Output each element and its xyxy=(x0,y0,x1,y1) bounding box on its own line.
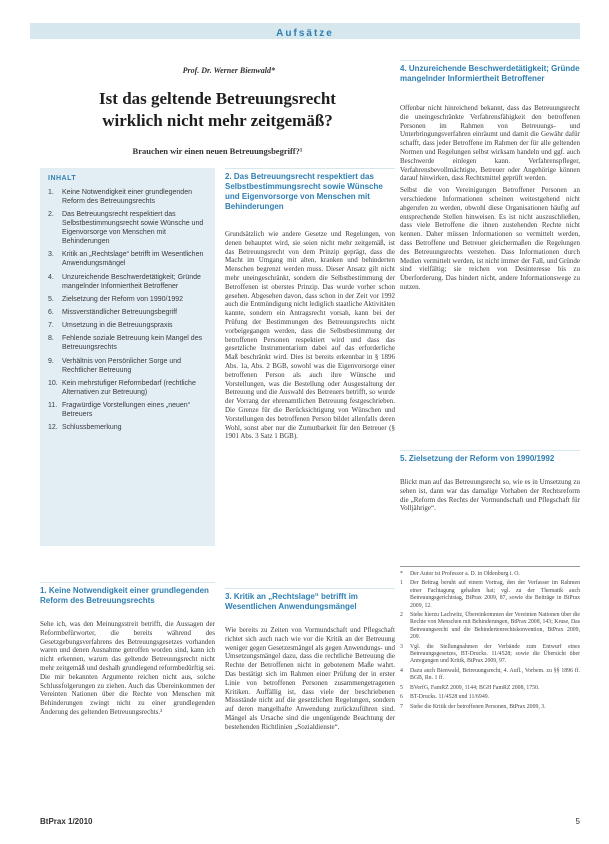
toc-item xyxy=(48,273,207,291)
toc-item-number: 12. xyxy=(48,424,58,432)
toc-item-number: 5. xyxy=(48,295,54,303)
toc-item-number: 2. xyxy=(48,211,54,219)
toc-item-number: 4. xyxy=(48,273,54,281)
section-label: Aufsätze xyxy=(276,28,334,39)
author-line: Prof. Dr. Werner Bienwald* xyxy=(182,66,275,75)
toc-item-text: Das Betreuungsrecht respektiert das Selbstbestimmungsrecht sowie Wünsche und Eigenvorsorge von Menschen mit Behinderungen xyxy=(62,211,204,246)
toc-item xyxy=(48,334,207,352)
section-band xyxy=(30,23,580,39)
toc-item xyxy=(48,188,207,206)
footnote xyxy=(400,612,580,642)
toc-box xyxy=(40,168,215,546)
toc-item-text: Zielsetzung der Reform von 1990/1992 xyxy=(62,295,184,303)
toc-item xyxy=(48,210,207,246)
footnote-mark: 7 xyxy=(400,703,403,710)
toc-item xyxy=(48,321,207,330)
toc-item-text: Fragwürdige Vorstellungen eines „neuen“ Betreuers xyxy=(62,401,191,418)
section-4-paragraph-1: Offenbar nicht hinreichend bekannt, dass das Betreuungsrecht die uneingeschränkte Verfahrensfähigkeit den betroffenen Personen im Rahmen von Betreuungs- und Unterbringungsverfahren einräumt und damit die Gewähr dafür schafft, dass jeder Betroffene im Rahmen der für alle geltenden Normen und Regelungen selbst wirksam handeln und ggf. auch Beschwerde einlegen kann. Verfahrenspfleger, Verfahrensbevollmächtigte, Betreuer oder Angehörige können darauf hinwirken, dass Rechtsmittel geprüft werden. xyxy=(400,104,580,183)
toc-item-number: 8. xyxy=(48,335,54,343)
section-1-heading: 1. Keine Notwendigkeit einer grundlegenden Reform des Betreuungsrechts xyxy=(40,582,215,606)
toc-item-text: Keine Notwendigkeit einer grundlegenden Reform des Betreuungsrechts xyxy=(62,189,192,205)
footnote-text: BVerfG, FamRZ 2009, 1144; BGH FamRZ 2008, 1750. xyxy=(410,684,540,691)
article-subtitle: Brauchen wir einen neuen Betreuungsbegriff?¹ xyxy=(132,146,303,156)
section-2-heading: 2. Das Betreuungsrecht respektiert das Selbstbestimmungsrecht sowie Wünsche und Eigenvorsorge von Menschen mit Behinderungen xyxy=(225,168,395,212)
footnote-mark: * xyxy=(400,571,403,577)
section-5-paragraph: Blickt man auf das Betreuungsrecht so, wie es in Umsetzung zu sehen ist, dann war das damalige Vorhaben der Rechtsreform die „Reform des Rechts der Vormundschaft und Pflegschaft für Volljährige“. xyxy=(400,478,580,513)
footnote xyxy=(400,694,580,701)
footnote-text: Der Beitrag beruht auf einem Vortrag, den der Verfasser im Rahmen einer Fachtagung gehalten hat; vgl. zu der Thematik auch Betreuungsgerichtstag, BtPrax 2009, 87, sowie die Beiträge in BtPrax 2009, 12. xyxy=(410,580,580,609)
toc-item xyxy=(48,401,207,419)
toc-item xyxy=(48,423,207,432)
footnote-mark: 4 xyxy=(400,667,403,674)
footnote xyxy=(400,685,580,692)
footnote-mark: 5 xyxy=(400,684,403,691)
toc-item-number: 10. xyxy=(48,379,58,387)
section-4-heading: 4. Unzureichende Beschwerdetätigkeit; Gründe mangelnder Informiertheit Betroffener xyxy=(400,60,580,84)
toc-item-number: 1. xyxy=(48,189,54,196)
toc-item-number: 7. xyxy=(48,322,54,330)
toc-item xyxy=(48,379,207,397)
section-1-paragraph: Sehe ich, was den Meinungsstreit betrifft, die Aussagen der Reformbefürworter, die bereits während des Gesetzgebungsverfahrens des Betreuungsgesetzes vorhanden waren und denen Ausnahme getroffen worden sind, kann ich nicht erkennen, warum das geltende Betreuungsrecht nicht mehr zeitgemäß und deshalb grundlegend reformbedürftig sei. Die mir bekannten Argumente reichen nicht aus, solche Schlussfolgerungen zu ziehen. Auch das Übereinkommen der Vereinten Nationen über die Rechte von Menschen mit Behinderungen zwingt nicht zu einer grundlegenden Änderung des geltenden Betreuungsrechts.² xyxy=(40,620,215,716)
footnote-mark: 1 xyxy=(400,580,403,587)
section-3-paragraph: Wie bereits zu Zeiten von Vormundschaft und Pflegschaft richtet sich auch nach wie vor die Kritik an der Betreuung weniger gegen Gesetzesmängel als gegen Anwendungs- und Umsetzungsmängel dazu, dass die rechtliche Betreuung die Rechte der Betroffenen nicht in gebotenem Maße wahrt. Das bestätigt sich im Rahmen einer Prüfung der in erster Linie von betroffenen Personen zusammengetragenen Kritiken. Auffällig ist, dass viele der beschriebenen Missstände nicht auf die gesetzlichen Regelungen, sondern auf deren mangelhafte Anwendung zurückzuführen sind. Mängel als Ursache sind die ungenügende Beachtung der bestehenden Richtlinien „Sozialdienste“. xyxy=(225,626,395,731)
title-line-2: wirklich nicht mehr zeitgemäß? xyxy=(102,111,333,130)
toc-item-text: Schlussbemerkung xyxy=(62,424,122,432)
toc-item-text: Kritik an „Rechtslage“ betrifft im Wesentlichen Anwendungsmängel xyxy=(62,251,204,268)
toc-item-number: 6. xyxy=(48,308,54,316)
footnote-text: Dazu auch Bienwald, Betreuungsrecht, 4. Aufl., Vorbem. zu §§ 1896 ff. BGB, Rn. 1 ff. xyxy=(410,667,580,682)
toc-item-text: Missverständlicher Betreuungsbegriff xyxy=(62,308,178,316)
section-1-body xyxy=(40,620,215,796)
toc-item-number: 3. xyxy=(48,251,54,259)
toc-item-text: Kein mehrstufiger Reformbedarf (rechtliche Alternativen zur Betreuung) xyxy=(62,379,196,396)
section-2-paragraph: Grundsätzlich wie andere Gesetze und Regelungen, von denen behauptet wird, sie seien nicht mehr zeitgemäß, ist das Betreuungsrecht von dem Prinzip geprägt, dass die Macht im Umgang mit alten, kranken und behinderten Menschen begrenzt werden muss. Dieser Ansatz gilt nicht mehr uneingeschränkt, sondern die Selbstbestimmung der Betroffenen ist oberstes Prinzip. Das wurde vorher schon gesehen. Abgesehen davon, dass schon in der Zeit vor 1992 auch die Entmündigung nicht lediglich staatliche Aktivitäten kannte, sondern ein Antragsrecht vorsah, kann bei der Prüfung der Bestimmungen des Betreuungsrechts nicht vorbeigegangen werden, dass die Selbstbestimmung der betroffenen Personen respektiert wird und dass das gesetzliche Instrumentarium dabei auf das erforderliche Maß beschränkt wird. Dies ist bereits erkennbar in § 1896 Abs. 1a, Abs. 2 BGB, sowohl was die Eigenvorsorge einer betroffenen Person als auch ihre Wünsche und Vorstellungen, was die Bestellung oder Ausgestaltung der Betreuung und die Auswahl des Betreuers betrifft, so wurde der Vorrang der ehrenamtlichen Betreuung festgeschrieben. Die Grenze für die Berücksichtigung von Wünschen und Vorstellungen des betroffenen Person bildet allenfalls deren Wohl, sonst aber nur die Zumutbarkeit für den Betreuer (§ 1901 Abs. 3 Satz 1 BGB). xyxy=(225,230,395,441)
footnote-text: Siehe die Kritik der betroffenen Personen, BtPrax 2009, 3. xyxy=(410,703,546,710)
section-3-heading: 3. Kritik an „Rechtslage“ betrifft im Wesentlichen Anwendungsmängel xyxy=(225,588,395,612)
section-5-heading: 5. Zielsetzung der Reform von 1990/1992 xyxy=(400,450,580,464)
toc-item-number: 11. xyxy=(48,401,58,409)
footnote-mark: 2 xyxy=(400,612,403,619)
section-5-body xyxy=(400,478,580,548)
footnote xyxy=(400,580,580,610)
toc-item-text: Fehlende soziale Betreuung kein Mangel des Betreuungsrechts xyxy=(62,335,203,352)
toc-item xyxy=(48,295,207,304)
footnote xyxy=(400,704,580,711)
footnotes xyxy=(400,566,580,766)
footnote-text: Vgl. die Stellungnahmen der Verbände zum Entwurf eines Betreuungsgesetzes, BT-Drucks. 11/4528; sowie die Übersicht über Anregungen und Kritik, BtPrax 2009, 97. xyxy=(410,643,580,665)
footnote-text: BT-Drucks. 11/4528 und 11/6949. xyxy=(410,694,490,701)
toc-item xyxy=(48,308,207,317)
toc-item-text: Unzureichende Beschwerdetätigkeit; Gründe mangelnder Informiertheit Betroffener xyxy=(62,273,201,290)
toc-item xyxy=(48,250,207,268)
footnote-text: Der Autor ist Professor a. D. in Oldenburg i. O. xyxy=(410,571,520,577)
toc-item-text: Umsetzung in die Betreuungspraxis xyxy=(62,322,173,330)
footnote-text: Siehe hierzu Lachwitz, Übereinkommen der Vereinten Nationen über die Rechte von Menschen mit Behinderungen, BtPrax 2008, 143; Kruse, Das Betreuungsrecht und die Behindertenrechtskonvention, BtPrax 2009, 209. xyxy=(410,612,580,641)
section-3-body xyxy=(225,626,395,786)
section-4-paragraph-2: Selbst die von Vereinigungen Betroffener Personen an verschiedene Informationen scheinen weitestgehend nicht abgerufen zu werden, obwohl diese Organisationen häufig auf entsprechende Stellen hinweisen. Es ist nicht auszuschließen, dass viele Betroffene die ihnen zustehenden Rechte nicht kennen. Daher müssen Informationen so vermittelt werden, dass Betroffene und Betreuer gleichermaßen die Regelungen des Betreuungsrechts verstehen. Dass Informationen durch Medien vermittelt werden, ist nicht immer der Fall, und Gründe sind vielfältig; sie reichen von Desinteresse bis zu Überforderung. Das hindert nicht, andere Informationswege zu nutzen. xyxy=(400,186,580,291)
footnote-mark: 3 xyxy=(400,643,403,650)
toc-item-text: Verhältnis von Persönlicher Sorge und Rechtlicher Betreuung xyxy=(62,357,182,374)
page-number: 5 xyxy=(575,817,580,826)
section-2-body xyxy=(225,230,395,548)
toc-heading: INHALT xyxy=(48,175,77,182)
footnote xyxy=(400,668,580,683)
footnote-mark: 6 xyxy=(400,694,403,701)
footnote xyxy=(400,571,580,578)
toc-item xyxy=(48,357,207,375)
footer-journal: BtPrax 1/2010 xyxy=(40,817,93,826)
title-line-1: Ist das geltende Betreuungsrecht xyxy=(99,89,336,108)
section-4-body xyxy=(400,104,580,444)
article-title xyxy=(40,88,395,132)
footnote xyxy=(400,644,580,666)
toc-item-number: 9. xyxy=(48,357,54,365)
